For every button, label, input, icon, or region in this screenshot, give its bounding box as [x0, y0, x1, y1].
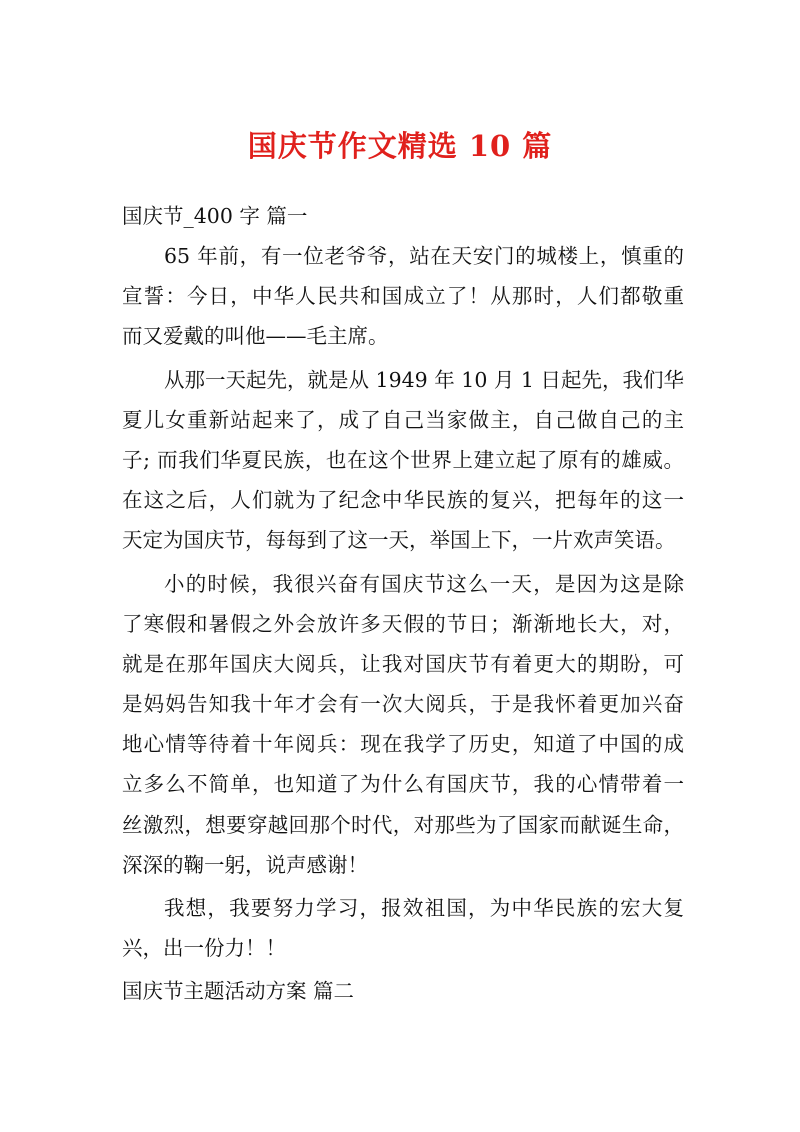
paragraph-line: 夏儿女重新站起来了，成了自己当家做主，自己做自己的主: [122, 407, 684, 432]
document-title: 国庆节作文精选 10 篇: [247, 129, 553, 163]
paragraph-line: 宣誓：今日，中华人民共和国成立了！从那时，人们都敬重: [122, 284, 684, 309]
document-body: [122, 196, 684, 1011]
paragraph-line: 从那一天起先，就是从 1949 年 10 月 1 日起先，我们华: [164, 367, 684, 392]
paragraph-line: 而又爱戴的叫他——毛主席。: [122, 324, 389, 349]
paragraph-1: [122, 236, 684, 357]
paragraph-line: 丝激烈，想要穿越回那个时代，对那些为了国家而献诞生命，: [122, 812, 684, 837]
paragraph-line: 地心情等待着十年阅兵：现在我学了历史，知道了中国的成: [122, 732, 684, 757]
paragraph-line: 兴，出一份力！！: [122, 936, 286, 961]
paragraph-line: 深深的鞠一躬，说声感谢！: [122, 852, 368, 877]
paragraph-4: [122, 888, 684, 968]
paragraph-line: 天定为国庆节，每每到了这一天，举国上下，一片欢声笑语。: [122, 528, 676, 553]
section-heading-2: 国庆节主题活动方案 篇二: [122, 979, 355, 1004]
paragraph-line: 是妈妈告知我十年才会有一次大阅兵，于是我怀着更加兴奋: [122, 692, 684, 717]
paragraph-line: 就是在那年国庆大阅兵，让我对国庆节有着更大的期盼，可: [122, 651, 684, 676]
paragraph-3: [122, 564, 684, 886]
paragraph-line: 了寒假和暑假之外会放许多天假的节日；渐渐地长大，对，: [122, 611, 684, 636]
paragraph-2: [122, 360, 684, 561]
section-heading-1: 国庆节_400 字 篇一: [122, 204, 308, 228]
paragraph-line: 子; 而我们华夏民族，也在这个世界上建立起了原有的雄威。: [122, 447, 684, 472]
paragraph-line: 在这之后，人们就为了纪念中华民族的复兴，把每年的这一: [122, 488, 684, 513]
paragraph-line: 65 年前，有一位老爷爷，站在天安门的城楼上，慎重的: [164, 244, 684, 268]
paragraph-line: 立多么不简单，也知道了为什么有国庆节，我的心情带着一: [122, 772, 684, 797]
paragraph-line: 我想，我要努力学习，报效祖国，为中华民族的宏大复: [164, 896, 684, 920]
paragraph-line: 小的时候，我很兴奋有国庆节这么一天，是因为这是除: [164, 571, 684, 596]
